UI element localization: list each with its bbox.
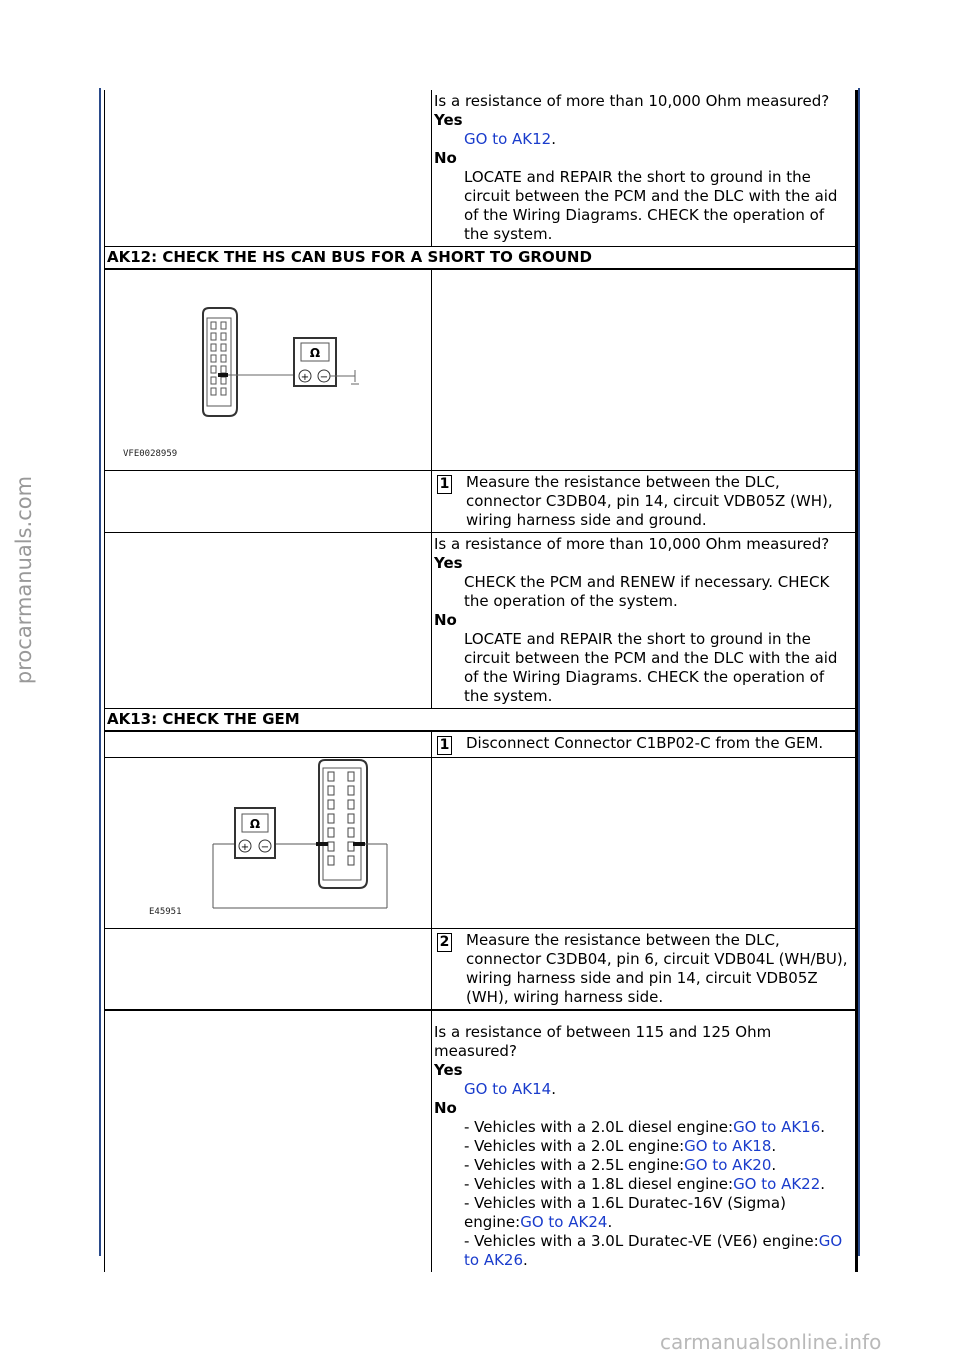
no-action-text: LOCATE and REPAIR the short to ground in the circuit between the PCM and the DLC with the aid of the Wiring Diagrams. CHECK the operation of the system.	[464, 168, 838, 243]
svg-text:+: +	[240, 842, 250, 853]
svg-text:Ω: Ω	[309, 346, 321, 360]
no-label: No	[434, 1099, 457, 1117]
no-options-list	[434, 1118, 851, 1270]
list-item: - Vehicles with a 3.0L Duratec-VE (VE6) engine:GO to AK26.	[464, 1232, 843, 1269]
footer-watermark: carmanualsonline.info	[660, 1330, 882, 1354]
ohmmeter-icon	[235, 808, 275, 858]
go-to-ak16-link[interactable]: GO to AK16	[733, 1118, 821, 1136]
step-text: Measure the resistance between the DLC, connector C3DB04, pin 14, circuit VDB05Z (WH), wiring harness side and ground.	[466, 473, 833, 529]
step-number: 2	[437, 933, 452, 952]
result-row-ak11: Is a resistance of more than 10,000 Ohm measured? Yes GO to AK12. No LOCATE and REPAIR the short to ground in the circuit between the PCM and the DLC with the aid of the Wiring Diagrams. CHECK the operation of the system.	[105, 90, 855, 247]
list-item: - Vehicles with a 1.8L diesel engine:GO to AK22.	[464, 1175, 826, 1193]
yes-label: Yes	[434, 554, 463, 572]
step-row-ak13-2	[105, 929, 855, 1011]
svg-text:Ω: Ω	[249, 817, 261, 831]
step-number: 1	[437, 736, 452, 755]
go-to-ak18-link[interactable]: GO to AK18	[684, 1137, 772, 1155]
yes-label: Yes	[434, 111, 463, 129]
result-row-ak13: Is a resistance of between 115 and 125 Ohm measured? Yes GO to AK14. No - Vehicles with a 2.0L diesel engine:GO to AK16. - Vehicles with a 2.0L engine:GO to AK18. - Vehicles with a 2.5L engine:GO to AK20. - Vehicles with a 1.8L diesel engine:GO to AK22. - Vehicles with a 1.6L Duratec-16V (Sigma) engine:GO to AK24. - Vehicles with a 3.0L Duratec-VE (VE6) engine:GO to AK26.	[105, 1011, 855, 1272]
side-watermark: procarmanuals.com	[12, 475, 36, 685]
no-label: No	[434, 149, 457, 167]
question-text: Is a resistance of more than 10,000 Ohm measured?	[434, 535, 830, 553]
result-row-ak12	[105, 533, 855, 709]
step-row-ak12-1	[105, 471, 855, 533]
image-row-ak13	[105, 758, 855, 929]
dlc-connector-icon	[105, 270, 431, 470]
svg-text:−: −	[260, 842, 270, 853]
section-header-ak12: AK12: CHECK THE HS CAN BUS FOR A SHORT TO GROUND	[105, 247, 855, 270]
right-margin-rule	[858, 88, 860, 1256]
dlc-pins-diagram	[105, 758, 432, 928]
no-action-text: LOCATE and REPAIR the short to ground in the circuit between the PCM and the DLC with the aid of the Wiring Diagrams. CHECK the operation of the system.	[464, 630, 838, 705]
svg-text:−: −	[319, 372, 329, 383]
question-text: Is a resistance of more than 10,000 Ohm measured?	[434, 92, 830, 110]
step-text: Disconnect Connector C1BP02-C from the GEM.	[466, 734, 824, 752]
yes-action-text: CHECK the PCM and RENEW if necessary. CHECK the operation of the system.	[464, 573, 830, 610]
go-to-ak14-link[interactable]: GO to AK14	[464, 1080, 552, 1098]
go-to-ak12-link[interactable]: GO to AK12	[464, 130, 552, 148]
left-margin-rule	[99, 88, 101, 1256]
go-to-ak20-link[interactable]: GO to AK20	[684, 1156, 772, 1174]
step-number: 1	[437, 475, 452, 494]
figure-caption: E45951	[149, 907, 182, 917]
figure-caption: VFE0028959	[123, 449, 178, 459]
no-label: No	[434, 611, 457, 629]
list-item: - Vehicles with a 2.5L engine:GO to AK20.	[464, 1156, 777, 1174]
image-row-ak12	[105, 270, 855, 471]
list-item: - Vehicles with a 2.0L diesel engine:GO to AK16.	[464, 1118, 826, 1136]
question-text: Is a resistance of between 115 and 125 Ohm measured?	[434, 1023, 772, 1060]
go-to-ak22-link[interactable]: GO to AK22	[733, 1175, 821, 1193]
go-to-ak26-link[interactable]: GO to AK26	[464, 1232, 843, 1269]
step-row-ak13-1	[105, 732, 855, 758]
section-header-ak13: AK13: CHECK THE GEM	[105, 709, 855, 732]
go-to-ak24-link[interactable]: GO to AK24	[520, 1213, 608, 1231]
ohmmeter-icon	[294, 338, 336, 386]
list-item: - Vehicles with a 1.6L Duratec-16V (Sigma) engine:GO to AK24.	[464, 1194, 786, 1231]
svg-text:+: +	[300, 372, 310, 383]
diagnostic-table	[104, 90, 858, 1272]
dlc-ohmmeter-diagram	[105, 270, 432, 470]
step-text: Measure the resistance between the DLC, connector C3DB04, pin 6, circuit VDB04L (WH/BU), wiring harness side and pin 14, circuit VDB05Z (WH), wiring harness side.	[466, 931, 848, 1006]
yes-label: Yes	[434, 1061, 463, 1079]
list-item: - Vehicles with a 2.0L engine:GO to AK18.	[464, 1137, 777, 1155]
